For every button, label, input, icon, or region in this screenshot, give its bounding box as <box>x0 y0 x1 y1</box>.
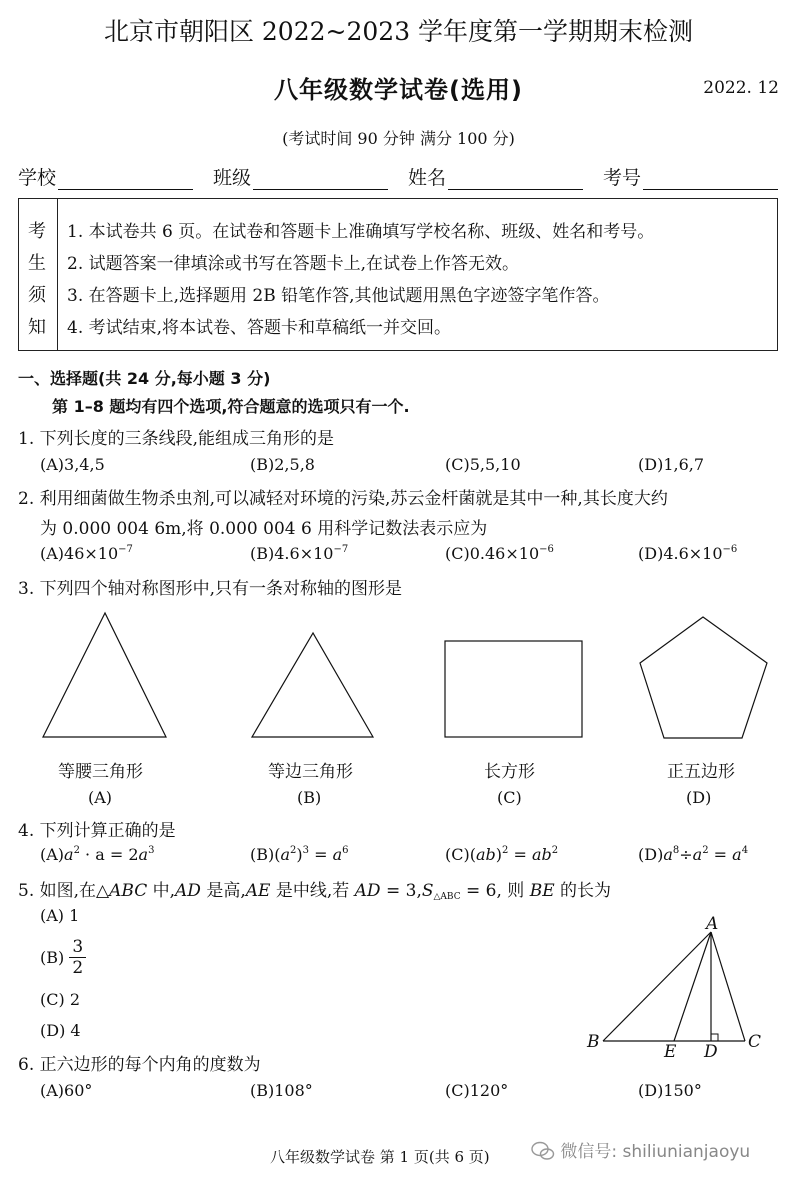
q4-option-d[interactable]: $(D)a^8\div a^2 = a^4$ <box>638 845 749 864</box>
section-instruction: 第 1–8 题均有四个选项,符合题意的选项只有一个. <box>52 397 410 416</box>
segment-ae <box>674 932 711 1041</box>
q5-option-d[interactable]: (D) 4 <box>40 1021 81 1040</box>
side-char: 生 <box>28 253 46 274</box>
wechat-icon <box>531 1141 555 1161</box>
paper-subtitle: 八年级数学试卷(选用) <box>274 76 523 104</box>
q2-option-c[interactable]: $(C)0.46\times 10^{-6}$ <box>445 544 554 563</box>
q1-option-b[interactable]: (B)2,5,8 <box>250 455 315 474</box>
notice-item: 4. 考试结束,将本试卷、答题卡和草稿纸一并交回。 <box>67 318 452 338</box>
question-3-stem: 3. 下列四个轴对称图形中,只有一条对称轴的图形是 <box>18 579 403 599</box>
point-label-b: B <box>587 1032 600 1052</box>
question-2-stem-line2: 为 0.000 004 6m,将 0.000 004 6 用科学记数法表示应为 <box>40 519 488 539</box>
field-label: 班级 <box>212 167 251 189</box>
q2-option-d[interactable]: $(D)4.6\times 10^{-6}$ <box>638 544 738 563</box>
figure-c-option[interactable]: (C) <box>497 788 522 807</box>
q6-option-d[interactable]: (D)150° <box>638 1081 702 1100</box>
figure-d-option[interactable]: (D) <box>686 788 712 807</box>
q6-option-c[interactable]: (C)120° <box>445 1081 509 1100</box>
wechat-watermark: 微信号: shiliunianjaoyu <box>531 1137 750 1162</box>
right-angle-mark <box>711 1034 718 1041</box>
q5-option-a[interactable]: (A) 1 <box>40 906 80 925</box>
notice-item: 1. 本试卷共 6 页。在试卷和答题卡上准确填写学校名称、班级、姓名和考号。 <box>67 222 655 242</box>
q1-option-d[interactable]: (D)1,6,7 <box>638 455 705 474</box>
question-1-stem: 1. 下列长度的三条线段,能组成三角形的是 <box>18 429 335 449</box>
figure-a-option[interactable]: (A) <box>88 788 113 807</box>
figure-d-caption: 正五边形 <box>667 762 735 782</box>
point-label-c: C <box>748 1032 762 1052</box>
figure-b-option[interactable]: (B) <box>297 788 322 807</box>
q2-option-a[interactable]: $(A)46\times 10^{-7}$ <box>40 544 133 563</box>
exam-duration-info: (考试时间 90 分钟 满分 100 分) <box>282 129 515 148</box>
notice-item: 2. 试题答案一律填涂或书写在答题卡上,在试卷上作答无效。 <box>67 254 520 274</box>
q5-option-c[interactable]: (C) 2 <box>40 990 80 1009</box>
field-label: 姓名 <box>407 167 446 189</box>
section-heading: 一、选择题(共 24 分,每小题 3 分) <box>18 369 271 388</box>
question-4-stem: 4. 下列计算正确的是 <box>18 821 176 841</box>
side-char: 知 <box>28 317 46 338</box>
q1-option-c[interactable]: (C)5,5,10 <box>445 455 521 474</box>
exam-date: 2022. 12 <box>703 78 779 98</box>
notice-item: 3. 在答题卡上,选择题用 2B 铅笔作答,其他试题用黑色字迹签字笔作答。 <box>67 286 610 306</box>
figure-c-caption: 长方形 <box>484 762 535 782</box>
figure-b-caption: 等边三角形 <box>268 762 353 782</box>
point-label-d: D <box>704 1042 718 1062</box>
q6-option-b[interactable]: (B)108° <box>250 1081 313 1100</box>
page-footer: 八年级数学试卷 第 1 页(共 6 页) <box>270 1148 490 1166</box>
segment-ac <box>711 932 745 1041</box>
q5-option-b[interactable]: (B) $\frac{3}{2}$ <box>40 937 86 978</box>
point-label-e: E <box>664 1042 677 1062</box>
q6-option-a[interactable]: (A)60° <box>40 1081 93 1100</box>
q1-option-a[interactable]: (A)3,4,5 <box>40 455 105 474</box>
point-label-a: A <box>706 914 719 934</box>
exam-title: 北京市朝阳区 2022~2023 学年度第一学期期末检测 <box>103 17 694 46</box>
q4-option-c[interactable]: $(C)(ab)^2 = ab^2$ <box>445 845 559 864</box>
question-2-stem-line1: 2. 利用细菌做生物杀虫剂,可以减轻对环境的污染,苏云金杆菌就是其中一种,其长度大约 <box>18 489 668 509</box>
field-label: 考号 <box>602 167 641 189</box>
figure-a-caption: 等腰三角形 <box>58 762 143 782</box>
fraction-three-halves: $\frac{3}{2}$ <box>69 937 86 978</box>
q2-option-b[interactable]: $(B)4.6\times 10^{-7}$ <box>250 544 349 563</box>
question-6-stem: 6. 正六边形的每个内角的度数为 <box>18 1055 261 1075</box>
side-char: 考 <box>28 221 46 242</box>
field-label: 学校 <box>18 167 57 189</box>
side-char: 须 <box>28 285 46 306</box>
q4-option-a[interactable]: $(A)a^2 \cdot a = 2a^3$ <box>40 845 155 864</box>
segment-ab <box>603 932 711 1041</box>
question-5-stem: 5. 如图,在△ABC 中,AD 是高,AE 是中线,若 AD = $3,S_{\triangle ABC} = 6$, 则 BE 的长为 <box>18 881 612 902</box>
q4-option-b[interactable]: $(B)(a^2)^3 = a^6$ <box>250 845 349 864</box>
